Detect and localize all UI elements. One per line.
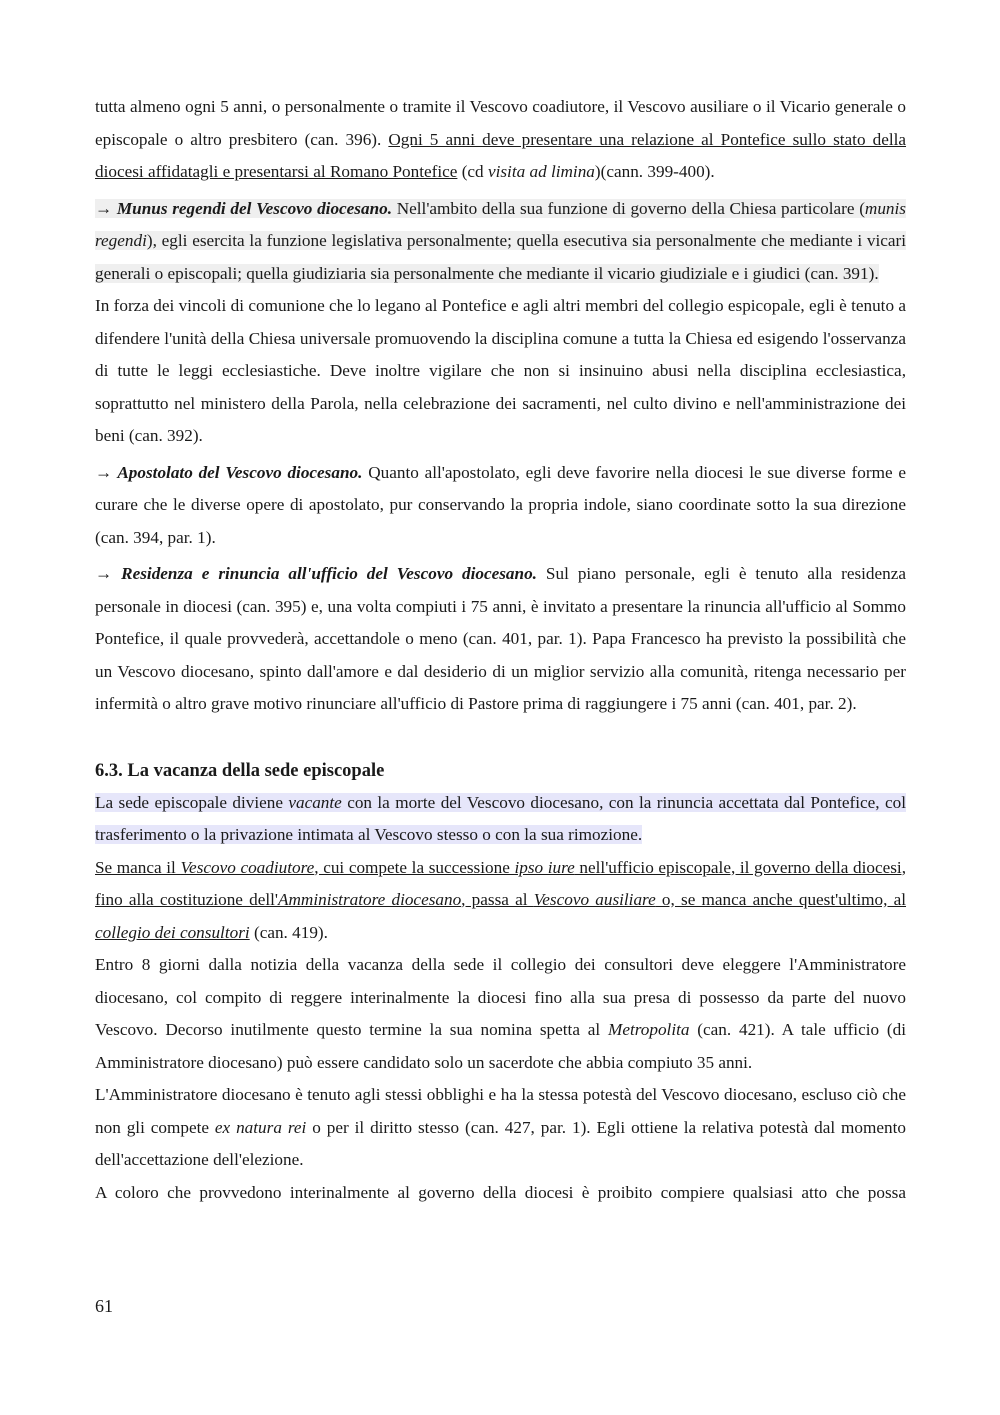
text-run: Entro 8 giorni dalla notizia della vacanza della sede il collegio dei consultori deve eleggere l'Amministratore diocesano, col compito di reggere interinalmente la diocesi fino alla sua presa di possesso da parte del nuovo Vescovo. Decorso inutilmente questo termine la sua nomina spetta al [95, 955, 906, 1039]
text-run: o per il diritto stesso (can. 427, par. 1). Egli ottiene la relativa potestà dal momento dell'accettazione dell'elezione. [95, 1117, 906, 1169]
text-run: , cui compete la successione [314, 857, 515, 877]
underlined-text: Ogni 5 anni deve presentare una relazione al Pontefice sullo stato della diocesi affidatagli e presentarsi al Romano Pontefice [95, 129, 907, 181]
italic-text: Vescovo ausiliare [533, 890, 656, 909]
paragraph-amministratore-elezione [95, 949, 906, 1079]
italic-text: collegio dei consultori [95, 922, 250, 942]
italic-text: visita ad limina [487, 162, 595, 181]
page-number: 61 [95, 1296, 113, 1316]
text-run: (can. 419). [249, 922, 328, 942]
text-run: ), egli esercita la funzione legislativa personalmente; quella esecutiva sia personalmente che mediante i vicari generali o episcopali; quella giudiziaria sia personalmente che mediante il vicario giudiziale e i giudici (can. 391). [95, 231, 906, 283]
text-run: con la morte del Vescovo diocesano, con la rinuncia accettata dal Pontefice, col trasferimento o la privazione intimata al Vescovo stesso o con la sua rimozione. [95, 792, 906, 844]
text-run: Sul piano personale, egli è tenuto alla residenza personale in diocesi (can. 395) e, una volta compiuti i 75 anni, è invitato a presentare la rinuncia all'ufficio al Sommo Pontefice, il quale provvederà, accettandole o meno (can. 401, par. 1). Papa Francesco ha previsto la possibilità che un Vescovo diocesano, spinto dall'amore e dal desiderio di un miglior servizio alla comunità, ritenga necessario per infermità o altro grave motivo rinunciare all'ufficio di Pastore prima di raggiungere i 75 anni (can. 401, par. 2). [95, 564, 906, 713]
paragraph-apostolato [95, 457, 906, 555]
paragraph-munus-regendi [95, 193, 906, 291]
subheading-apostolato: → Apostolato del Vescovo diocesano. [95, 462, 363, 482]
italic-text: Amministratore diocesano [278, 890, 462, 909]
text-run: Se manca il [95, 857, 181, 877]
text-run: , passa al [461, 890, 534, 909]
paragraph-residenza [95, 558, 906, 721]
text-run: (can. 421). A tale ufficio (di Amministratore diocesano) può essere candidato solo un sacerdote che abbia compiuto 35 anni. [95, 1020, 906, 1072]
paragraph-sede-vacante [95, 787, 906, 852]
italic-text: ex natura rei [214, 1117, 307, 1137]
paragraph-governo-diocesi [95, 852, 906, 950]
italic-text: Vescovo coadiutore [180, 857, 315, 877]
text-run: o, se manca anche quest'ultimo, al [655, 890, 907, 909]
italic-text: Metropolita [608, 1020, 690, 1039]
text-run: tutta almeno ogni 5 anni, o personalmente o tramite il Vescovo coadiutore, il Vescovo ausiliare o il Vicario generale o episcopale o altro presbitero (can. 396). [95, 97, 906, 149]
paragraph-amministratore-obblighi [95, 1079, 906, 1177]
italic-text: vacante [288, 792, 342, 812]
document-page [95, 91, 906, 1209]
highlighted-text [95, 793, 906, 845]
text-run: (cd [457, 162, 488, 181]
text-run: Quanto all'apostolato, egli deve favorire nella diocesi le sue diverse forme e curare che le diverse opere di apostolato, pur conservando la propria indole, siano coordinate sotto la sua direzione (can. 394, par. 1). [95, 462, 907, 547]
paragraph-comunione: In forza dei vincoli di comunione che lo legano al Pontefice e agli altri membri del collegio espicopale, egli è tenuto a difendere l'unità della Chiesa universale promuovendo la disciplina comune a tutta la Chiesa ed esigendo l'osservanza di tutte le leggi ecclesiastiche. Deve inoltre vigilare che non si insinuino abusi nella disciplina ecclesiastica, soprattutto nel ministero della Parola, nella celebrazione dei sacramenti, nel culto divino e nell'amministrazione dei beni (can. 392). [95, 296, 906, 445]
italic-text: munis regendi [95, 198, 906, 250]
section-heading: 6.3. La vacanza della sede episcopale [95, 760, 385, 781]
highlighted-text [95, 199, 906, 283]
underlined-text [95, 858, 906, 942]
text-run: Nell'ambito della sua funzione di governo della Chiesa particolare ( [392, 198, 865, 218]
text-run: )(cann. 399-400). [594, 162, 715, 181]
text-run: L'Amministratore diocesano è tenuto agli stessi obblighi e ha la stessa potestà del Vescovo diocesano, escluso ciò che non gli compete [95, 1085, 906, 1137]
paragraph-divieti: A coloro che provvedono interinalmente al governo della diocesi è proibito compiere qualsiasi atto che possa [95, 1182, 906, 1202]
paragraph-visita [95, 91, 906, 189]
text-run: La sede episcopale diviene [95, 792, 289, 812]
subheading-munus: → Munus regendi del Vescovo diocesano. [95, 198, 393, 218]
italic-text: ipso iure [514, 857, 575, 877]
subheading-residenza: → Residenza e rinuncia all'ufficio del Vescovo diocesano. [95, 564, 537, 583]
text-run: nell'ufficio episcopale, il governo della diocesi, fino alla costituzione dell' [95, 857, 906, 909]
